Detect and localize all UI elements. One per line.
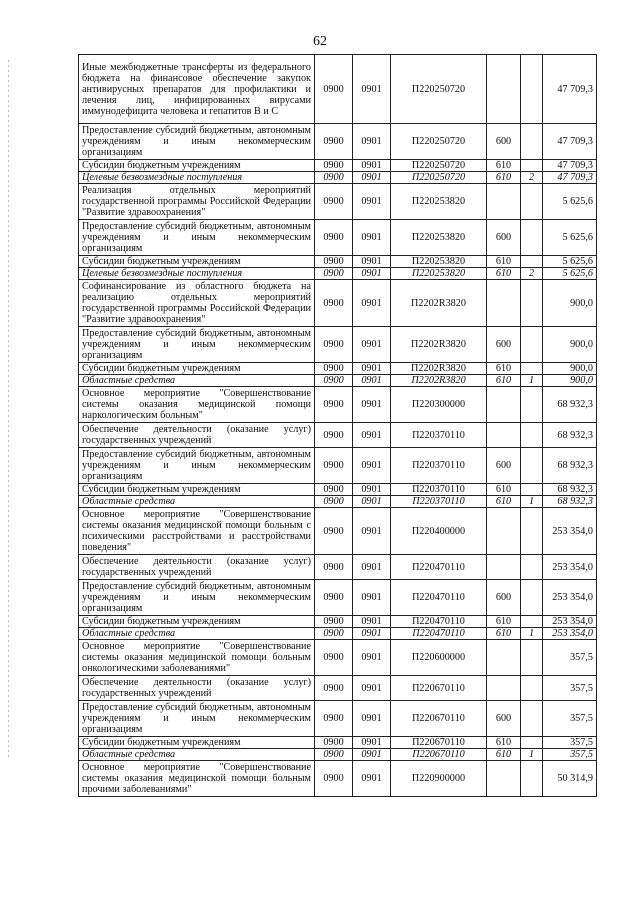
row-amount: 68 932,3 xyxy=(543,484,597,496)
row-section-code: 0900 xyxy=(315,749,353,761)
row-section-code: 0900 xyxy=(315,375,353,387)
table-row xyxy=(79,268,597,280)
row-section-code: 0900 xyxy=(315,363,353,375)
row-subsection-code: 0901 xyxy=(353,256,391,268)
row-expense-type-code xyxy=(487,423,521,448)
row-description: Областные средства xyxy=(79,628,315,640)
row-subsection-code: 0901 xyxy=(353,363,391,375)
row-section-code: 0900 xyxy=(315,640,353,676)
row-description: Предоставление субсидий бюджетным, автономным учреждениям и иным некоммерческим организациям xyxy=(79,580,315,616)
row-description: Обеспечение деятельности (оказание услуг) государственных учреждений xyxy=(79,423,315,448)
row-description: Субсидии бюджетным учреждениям xyxy=(79,484,315,496)
row-description: Иные межбюджетные трансферты из федерального бюджета на финансовое обеспечение закупок антивирусных препаратов для профилактики и лечения лиц, инфицированных вирусами иммунодефицита человека и гепатитов B и C xyxy=(79,55,315,124)
row-amount: 253 354,0 xyxy=(543,616,597,628)
row-funding-source-code xyxy=(521,124,543,160)
row-expense-type-code xyxy=(487,55,521,124)
row-target-article-code: П220400000 xyxy=(391,508,487,555)
row-target-article-code: П220253820 xyxy=(391,184,487,220)
row-expense-type-code: 600 xyxy=(487,701,521,737)
row-expense-type-code: 600 xyxy=(487,327,521,363)
table-row xyxy=(79,701,597,737)
row-target-article-code: П220670110 xyxy=(391,737,487,749)
row-target-article-code: П220250720 xyxy=(391,160,487,172)
page-number: 62 xyxy=(313,34,327,49)
row-description: Областные средства xyxy=(79,749,315,761)
row-amount: 253 354,0 xyxy=(543,580,597,616)
row-section-code: 0900 xyxy=(315,508,353,555)
row-description: Целевые безвозмездные поступления xyxy=(79,172,315,184)
row-expense-type-code: 610 xyxy=(487,496,521,508)
row-expense-type-code: 600 xyxy=(487,220,521,256)
row-section-code: 0900 xyxy=(315,256,353,268)
row-subsection-code: 0901 xyxy=(353,184,391,220)
row-amount: 5 625,6 xyxy=(543,268,597,280)
row-funding-source-code xyxy=(521,484,543,496)
row-target-article-code: П2202R3820 xyxy=(391,363,487,375)
row-description: Основное мероприятие "Совершенствование системы оказания медицинской помощи больным онкологическими заболеваниями" xyxy=(79,640,315,676)
table-row xyxy=(79,761,597,797)
row-target-article-code: П220300000 xyxy=(391,387,487,423)
row-target-article-code: П220250720 xyxy=(391,55,487,124)
row-target-article-code: П220900000 xyxy=(391,761,487,797)
row-description: Основное мероприятие "Совершенствование системы оказания медицинской помощи больным прочими заболеваниями" xyxy=(79,761,315,797)
scan-margin-artifact xyxy=(8,60,9,760)
row-target-article-code: П220670110 xyxy=(391,749,487,761)
row-section-code: 0900 xyxy=(315,737,353,749)
row-expense-type-code xyxy=(487,761,521,797)
row-amount: 357,5 xyxy=(543,701,597,737)
table-row xyxy=(79,448,597,484)
row-subsection-code: 0901 xyxy=(353,555,391,580)
row-expense-type-code: 610 xyxy=(487,375,521,387)
row-amount: 47 709,3 xyxy=(543,55,597,124)
row-amount: 357,5 xyxy=(543,640,597,676)
row-section-code: 0900 xyxy=(315,701,353,737)
row-amount: 253 354,0 xyxy=(543,628,597,640)
table-row xyxy=(79,172,597,184)
row-description: Предоставление субсидий бюджетным, автономным учреждениям и иным некоммерческим организациям xyxy=(79,448,315,484)
table-row xyxy=(79,220,597,256)
row-subsection-code: 0901 xyxy=(353,280,391,327)
table-row xyxy=(79,749,597,761)
row-funding-source-code xyxy=(521,256,543,268)
row-amount: 68 932,3 xyxy=(543,387,597,423)
row-section-code: 0900 xyxy=(315,387,353,423)
row-funding-source-code xyxy=(521,616,543,628)
row-description: Обеспечение деятельности (оказание услуг) государственных учреждений xyxy=(79,676,315,701)
row-description: Субсидии бюджетным учреждениям xyxy=(79,160,315,172)
table-row xyxy=(79,55,597,124)
table-row xyxy=(79,640,597,676)
row-section-code: 0900 xyxy=(315,676,353,701)
row-subsection-code: 0901 xyxy=(353,268,391,280)
row-expense-type-code: 610 xyxy=(487,256,521,268)
row-subsection-code: 0901 xyxy=(353,640,391,676)
row-amount: 68 932,3 xyxy=(543,496,597,508)
row-target-article-code: П220370110 xyxy=(391,448,487,484)
row-subsection-code: 0901 xyxy=(353,220,391,256)
row-target-article-code: П220250720 xyxy=(391,124,487,160)
row-target-article-code: П220370110 xyxy=(391,496,487,508)
row-target-article-code: П220670110 xyxy=(391,701,487,737)
row-amount: 900,0 xyxy=(543,280,597,327)
row-expense-type-code: 600 xyxy=(487,124,521,160)
row-target-article-code: П2202R3820 xyxy=(391,375,487,387)
row-expense-type-code xyxy=(487,555,521,580)
row-expense-type-code: 610 xyxy=(487,172,521,184)
table-row xyxy=(79,580,597,616)
row-section-code: 0900 xyxy=(315,484,353,496)
row-description: Предоставление субсидий бюджетным, автономным учреждениям и иным некоммерческим организациям xyxy=(79,124,315,160)
row-amount: 5 625,6 xyxy=(543,256,597,268)
row-section-code: 0900 xyxy=(315,220,353,256)
row-expense-type-code xyxy=(487,640,521,676)
row-subsection-code: 0901 xyxy=(353,508,391,555)
row-funding-source-code xyxy=(521,761,543,797)
row-section-code: 0900 xyxy=(315,327,353,363)
row-expense-type-code: 610 xyxy=(487,160,521,172)
row-amount: 47 709,3 xyxy=(543,172,597,184)
row-amount: 253 354,0 xyxy=(543,508,597,555)
row-subsection-code: 0901 xyxy=(353,327,391,363)
row-amount: 900,0 xyxy=(543,375,597,387)
row-section-code: 0900 xyxy=(315,448,353,484)
table-row xyxy=(79,184,597,220)
row-subsection-code: 0901 xyxy=(353,448,391,484)
row-target-article-code: П220370110 xyxy=(391,484,487,496)
row-section-code: 0900 xyxy=(315,555,353,580)
row-section-code: 0900 xyxy=(315,184,353,220)
row-section-code: 0900 xyxy=(315,580,353,616)
row-funding-source-code: 1 xyxy=(521,749,543,761)
row-subsection-code: 0901 xyxy=(353,55,391,124)
row-funding-source-code xyxy=(521,160,543,172)
row-funding-source-code xyxy=(521,580,543,616)
row-subsection-code: 0901 xyxy=(353,387,391,423)
row-target-article-code: П2202R3820 xyxy=(391,327,487,363)
row-amount: 357,5 xyxy=(543,737,597,749)
row-description: Предоставление субсидий бюджетным, автономным учреждениям и иным некоммерческим организациям xyxy=(79,220,315,256)
row-funding-source-code: 1 xyxy=(521,375,543,387)
row-funding-source-code xyxy=(521,701,543,737)
row-expense-type-code: 610 xyxy=(487,268,521,280)
row-subsection-code: 0901 xyxy=(353,628,391,640)
row-subsection-code: 0901 xyxy=(353,580,391,616)
row-subsection-code: 0901 xyxy=(353,484,391,496)
row-amount: 68 932,3 xyxy=(543,423,597,448)
table-row xyxy=(79,375,597,387)
row-funding-source-code xyxy=(521,363,543,375)
row-amount: 47 709,3 xyxy=(543,124,597,160)
row-description: Предоставление субсидий бюджетным, автономным учреждениям и иным некоммерческим организациям xyxy=(79,327,315,363)
row-funding-source-code xyxy=(521,387,543,423)
row-subsection-code: 0901 xyxy=(353,676,391,701)
budget-table-body xyxy=(79,55,597,797)
row-description: Субсидии бюджетным учреждениям xyxy=(79,363,315,375)
row-target-article-code: П220670110 xyxy=(391,676,487,701)
budget-table xyxy=(78,54,597,797)
row-target-article-code: П220370110 xyxy=(391,423,487,448)
table-row xyxy=(79,484,597,496)
row-expense-type-code: 610 xyxy=(487,616,521,628)
row-subsection-code: 0901 xyxy=(353,160,391,172)
row-description: Субсидии бюджетным учреждениям xyxy=(79,737,315,749)
row-subsection-code: 0901 xyxy=(353,124,391,160)
row-subsection-code: 0901 xyxy=(353,496,391,508)
row-description: Субсидии бюджетным учреждениям xyxy=(79,616,315,628)
table-row xyxy=(79,256,597,268)
row-section-code: 0900 xyxy=(315,496,353,508)
table-row xyxy=(79,423,597,448)
row-amount: 253 354,0 xyxy=(543,555,597,580)
row-expense-type-code: 610 xyxy=(487,363,521,375)
row-subsection-code: 0901 xyxy=(353,701,391,737)
row-amount: 5 625,6 xyxy=(543,220,597,256)
row-amount: 5 625,6 xyxy=(543,184,597,220)
row-expense-type-code: 610 xyxy=(487,749,521,761)
table-row xyxy=(79,737,597,749)
row-subsection-code: 0901 xyxy=(353,737,391,749)
row-expense-type-code xyxy=(487,280,521,327)
row-target-article-code: П220250720 xyxy=(391,172,487,184)
row-target-article-code: П220253820 xyxy=(391,220,487,256)
row-section-code: 0900 xyxy=(315,172,353,184)
row-target-article-code: П220253820 xyxy=(391,256,487,268)
row-section-code: 0900 xyxy=(315,55,353,124)
row-target-article-code: П220470110 xyxy=(391,580,487,616)
row-amount: 47 709,3 xyxy=(543,160,597,172)
row-description: Предоставление субсидий бюджетным, автономным учреждениям и иным некоммерческим организациям xyxy=(79,701,315,737)
row-expense-type-code: 600 xyxy=(487,448,521,484)
row-expense-type-code: 600 xyxy=(487,580,521,616)
row-funding-source-code xyxy=(521,55,543,124)
row-target-article-code: П220253820 xyxy=(391,268,487,280)
row-description: Основное мероприятие "Совершенствование системы оказания медицинской помощи наркологическим больным" xyxy=(79,387,315,423)
table-row xyxy=(79,616,597,628)
table-row xyxy=(79,555,597,580)
row-target-article-code: П220600000 xyxy=(391,640,487,676)
row-funding-source-code xyxy=(521,737,543,749)
row-description: Областные средства xyxy=(79,375,315,387)
row-funding-source-code xyxy=(521,640,543,676)
row-expense-type-code xyxy=(487,508,521,555)
table-row xyxy=(79,628,597,640)
table-row xyxy=(79,676,597,701)
row-funding-source-code xyxy=(521,555,543,580)
row-description: Реализация отдельных мероприятий государственной программы Российской Федерации "Развитие здравоохранения" xyxy=(79,184,315,220)
row-funding-source-code: 1 xyxy=(521,628,543,640)
table-row xyxy=(79,496,597,508)
row-amount: 357,5 xyxy=(543,749,597,761)
row-subsection-code: 0901 xyxy=(353,749,391,761)
table-row xyxy=(79,363,597,375)
row-subsection-code: 0901 xyxy=(353,375,391,387)
row-expense-type-code: 610 xyxy=(487,628,521,640)
table-row xyxy=(79,124,597,160)
row-funding-source-code xyxy=(521,508,543,555)
row-description: Основное мероприятие "Совершенствование системы оказания медицинской помощи больным с психическими расстройствами и расстройствами поведения" xyxy=(79,508,315,555)
row-subsection-code: 0901 xyxy=(353,172,391,184)
row-funding-source-code: 2 xyxy=(521,268,543,280)
row-description: Целевые безвозмездные поступления xyxy=(79,268,315,280)
table-row xyxy=(79,160,597,172)
row-section-code: 0900 xyxy=(315,268,353,280)
row-amount: 68 932,3 xyxy=(543,448,597,484)
table-row xyxy=(79,387,597,423)
row-description: Софинансирование из областного бюджета на реализацию отдельных мероприятий государственной программы Российской Федерации "Развитие здравоохранения" xyxy=(79,280,315,327)
row-description: Субсидии бюджетным учреждениям xyxy=(79,256,315,268)
row-target-article-code: П220470110 xyxy=(391,555,487,580)
row-expense-type-code xyxy=(487,184,521,220)
row-target-article-code: П2202R3820 xyxy=(391,280,487,327)
row-section-code: 0900 xyxy=(315,761,353,797)
row-funding-source-code xyxy=(521,220,543,256)
row-section-code: 0900 xyxy=(315,616,353,628)
row-target-article-code: П220470110 xyxy=(391,616,487,628)
table-row xyxy=(79,327,597,363)
row-subsection-code: 0901 xyxy=(353,761,391,797)
row-section-code: 0900 xyxy=(315,160,353,172)
table-row xyxy=(79,508,597,555)
budget-table-container xyxy=(78,54,596,797)
row-expense-type-code xyxy=(487,387,521,423)
row-expense-type-code xyxy=(487,676,521,701)
row-target-article-code: П220470110 xyxy=(391,628,487,640)
row-amount: 357,5 xyxy=(543,676,597,701)
row-expense-type-code: 610 xyxy=(487,484,521,496)
row-funding-source-code xyxy=(521,423,543,448)
row-funding-source-code xyxy=(521,676,543,701)
row-description: Областные средства xyxy=(79,496,315,508)
row-subsection-code: 0901 xyxy=(353,423,391,448)
row-funding-source-code xyxy=(521,327,543,363)
row-section-code: 0900 xyxy=(315,124,353,160)
row-funding-source-code xyxy=(521,184,543,220)
row-amount: 900,0 xyxy=(543,363,597,375)
row-funding-source-code: 2 xyxy=(521,172,543,184)
row-funding-source-code xyxy=(521,448,543,484)
row-section-code: 0900 xyxy=(315,423,353,448)
row-description: Обеспечение деятельности (оказание услуг) государственных учреждений xyxy=(79,555,315,580)
row-amount: 50 314,9 xyxy=(543,761,597,797)
row-expense-type-code: 610 xyxy=(487,737,521,749)
row-amount: 900,0 xyxy=(543,327,597,363)
table-row xyxy=(79,280,597,327)
row-funding-source-code xyxy=(521,280,543,327)
row-subsection-code: 0901 xyxy=(353,616,391,628)
row-section-code: 0900 xyxy=(315,628,353,640)
row-section-code: 0900 xyxy=(315,280,353,327)
row-funding-source-code: 1 xyxy=(521,496,543,508)
